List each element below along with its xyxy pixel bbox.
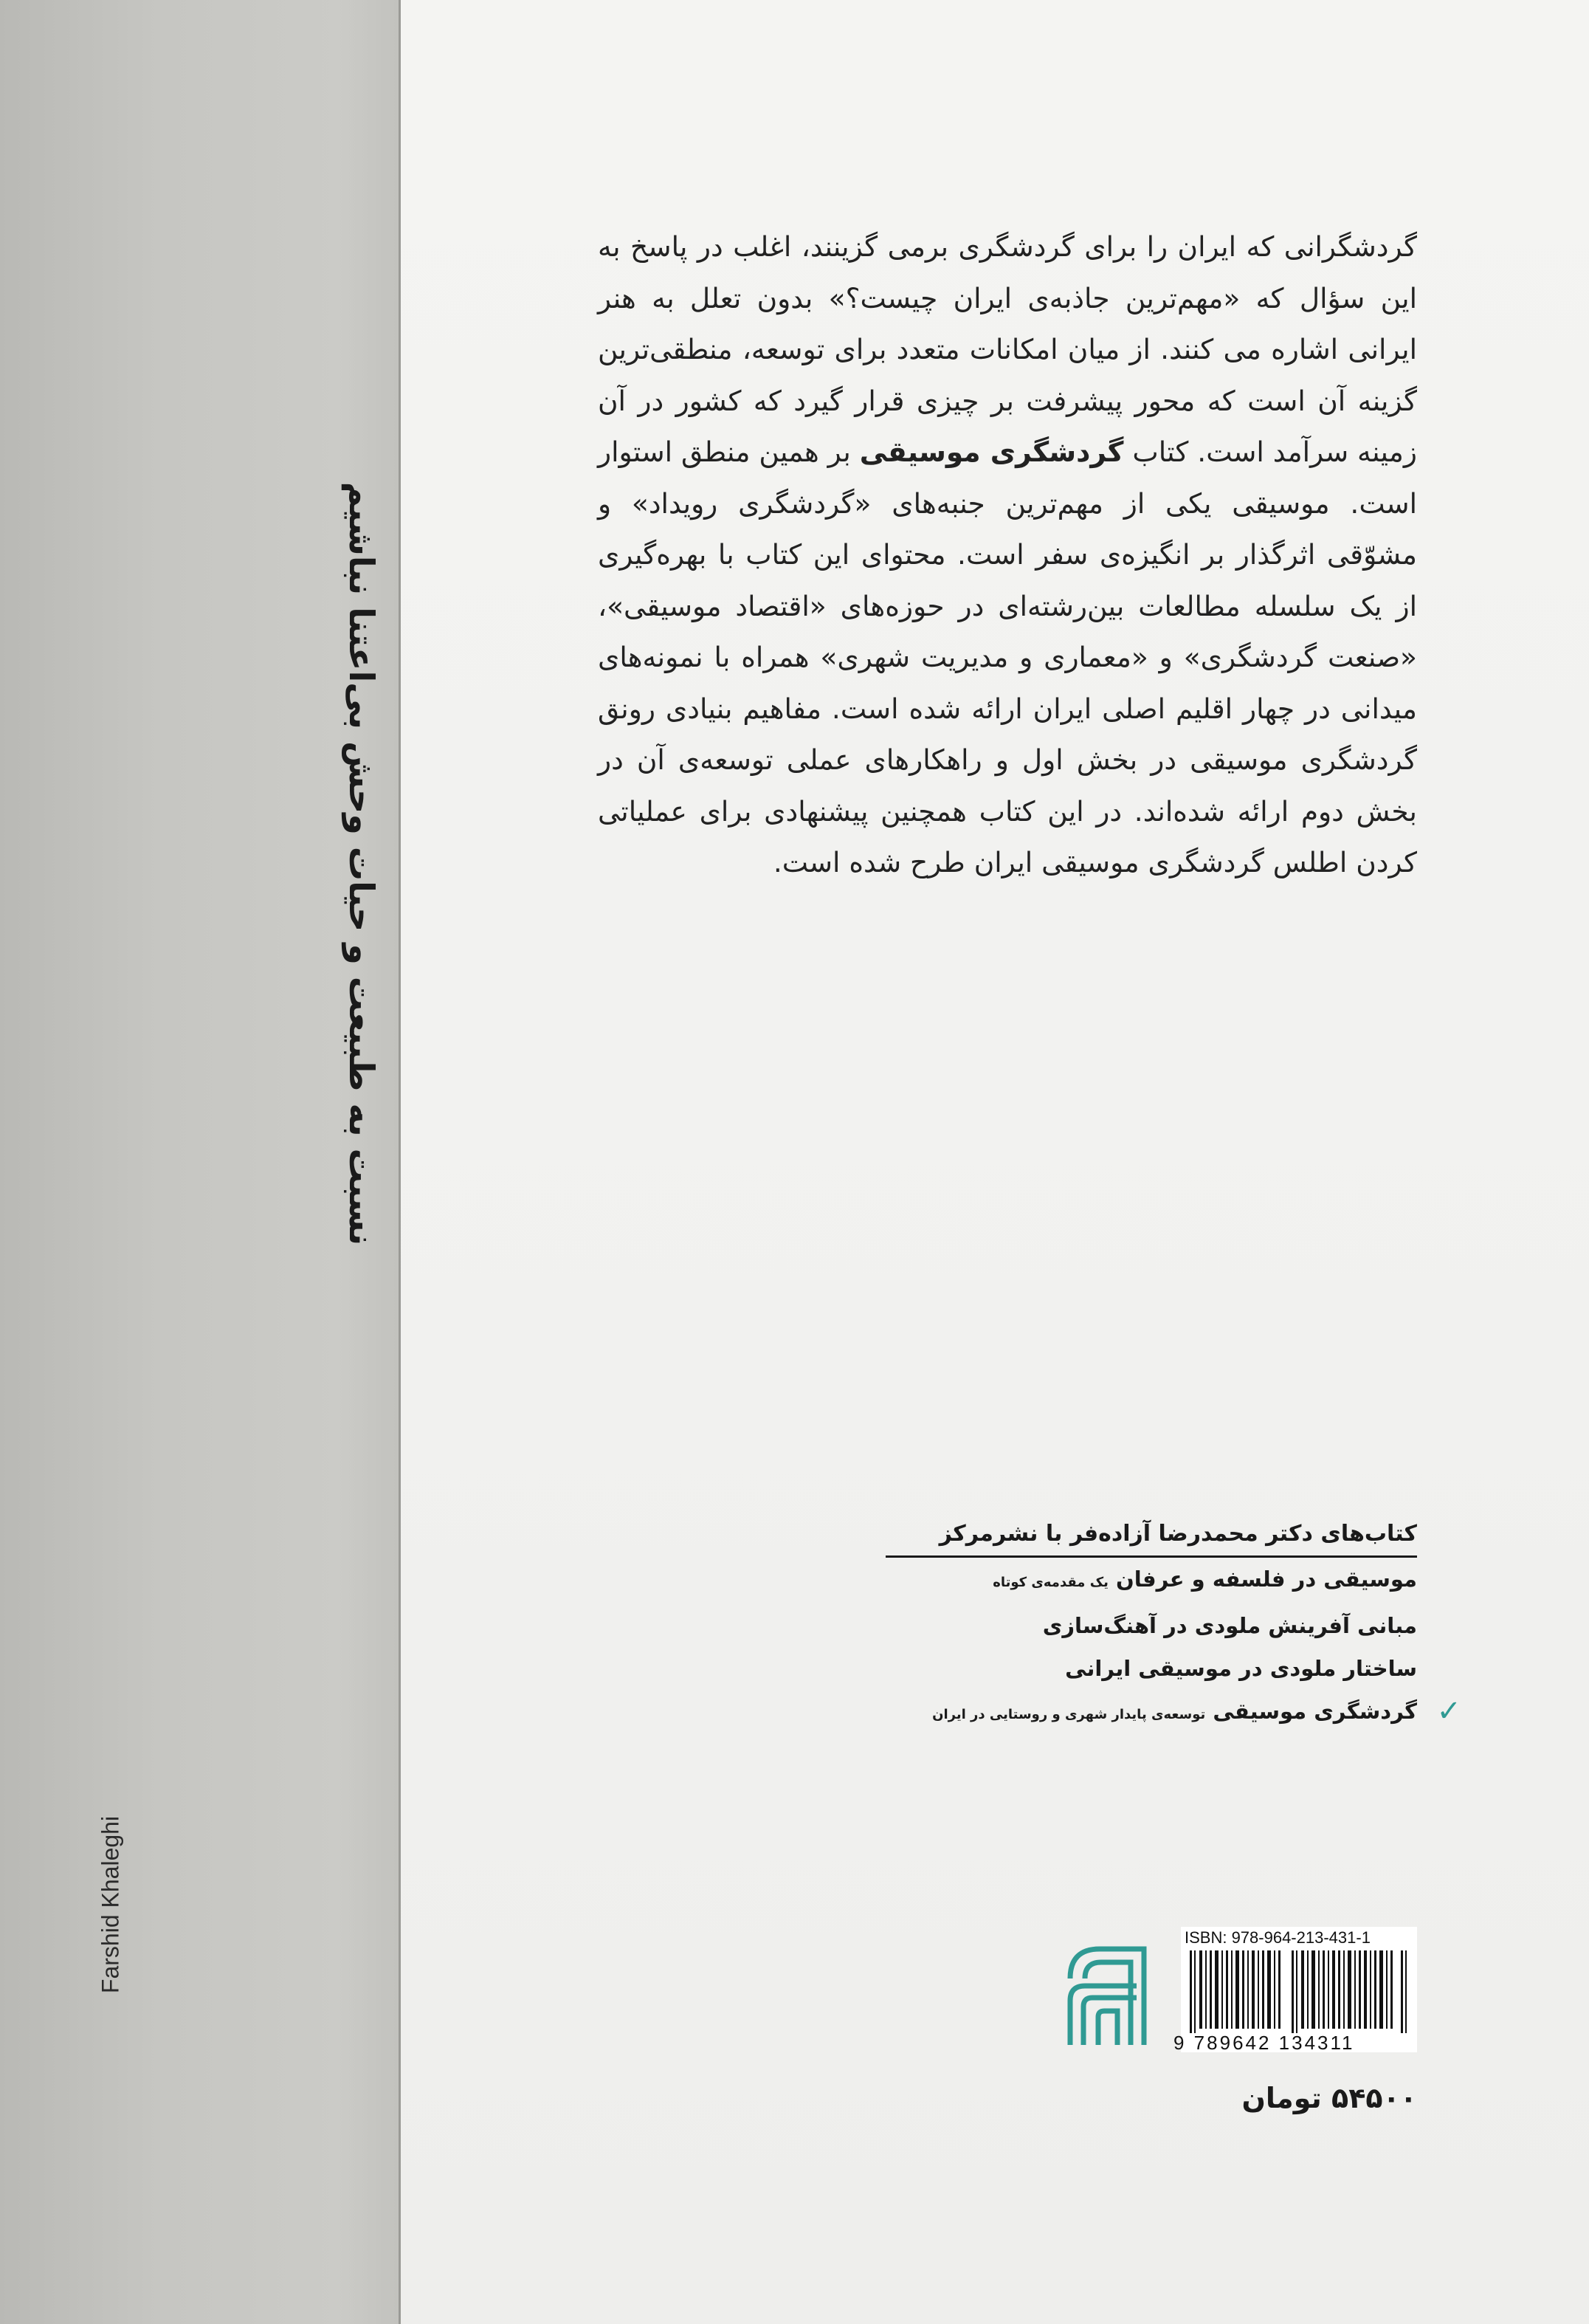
book-spine <box>0 0 399 2324</box>
blurb-text-part2: بر همین منطق استوار است. موسیقی یکی از مهم‌ترین جنبه‌های «گردشگری رویداد» و مشوّقی اثرگذار بر انگیزه‌ی سفر است. محتوای این کتاب با بهره‌گیری از یک سلسله مطالعات بین‌رشته‌ای در حوزه‌های «اقتصاد موسیقی»، «صنعت گردشگری» و «معماری و مدیریت شهری» همراه با نمونه‌های میدانی در چهار اقلیم اصلی ایران ارائه شده است. مفاهیم بنیادی رونق گردشگری موسیقی در بخش اول و راهکارهای عملی توسعه‌ی آن در بخش دوم ارائه شده‌اند. در این کتاب همچنین پیشنهادی برای عملیاتی کردن اطلس گردشگری موسیقی ایران طرح شده است. <box>598 436 1417 879</box>
price-label: ۵۴۵۰۰ تومان <box>1241 2082 1417 2114</box>
author-books-heading: کتاب‌های دکتر محمدرضا آزاده‌فر با نشرمرکز <box>886 1521 1417 1558</box>
book-item-current <box>886 1690 1461 1736</box>
author-books-list <box>886 1558 1461 1736</box>
book-title: گردشگری موسیقی <box>1213 1699 1417 1724</box>
book-title: موسیقی در فلسفه و عرفان <box>1116 1567 1417 1592</box>
checkmark-icon: ✓ <box>1436 1694 1461 1728</box>
book-item <box>886 1647 1417 1690</box>
nashr-markaz-logo-icon <box>1055 1934 1159 2052</box>
author-books-section <box>886 1521 1461 1736</box>
blurb-text-part1: گردشگرانی که ایران را برای گردشگری برمی گزینند، اغلب در پاسخ به این سؤال که «مهم‌ترین جاذبه‌ی ایران چیست؟» بدون تعلل به هنر ایرانی اشاره می کنند. از میان امکانات متعدد برای توسعه، منطقی‌ترین گزینه آن است که محور پیشرفت بر چیزی قرار گیرد که کشور در آن زمینه سرآمد است. کتاب <box>598 230 1417 468</box>
book-title: ساختار ملودی در موسیقی ایرانی <box>1065 1656 1417 1681</box>
barcode-digits: 9 789642 134311 <box>1173 2032 1355 2054</box>
spine-author: Farshid Khaleghi <box>97 1815 124 1994</box>
book-item <box>886 1604 1417 1647</box>
book-item <box>886 1558 1417 1604</box>
blurb-book-name: گردشگری موسیقی <box>859 436 1124 468</box>
spine-title: نسبت به طبیعت و حیات وحش بی‌اعتنا نباشیم <box>342 481 382 1246</box>
book-subtitle: توسعه‌ی پایدار شهری و روستایی در ایران <box>932 1707 1206 1722</box>
isbn-number: ISBN: 978-964-213-431-1 <box>1185 1928 1371 1947</box>
back-cover-blurb <box>598 221 1417 889</box>
book-subtitle: یک مقدمه‌ی کوتاه <box>993 1575 1109 1590</box>
book-title: مبانی آفرینش ملودی در آهنگ‌سازی <box>1042 1613 1417 1638</box>
